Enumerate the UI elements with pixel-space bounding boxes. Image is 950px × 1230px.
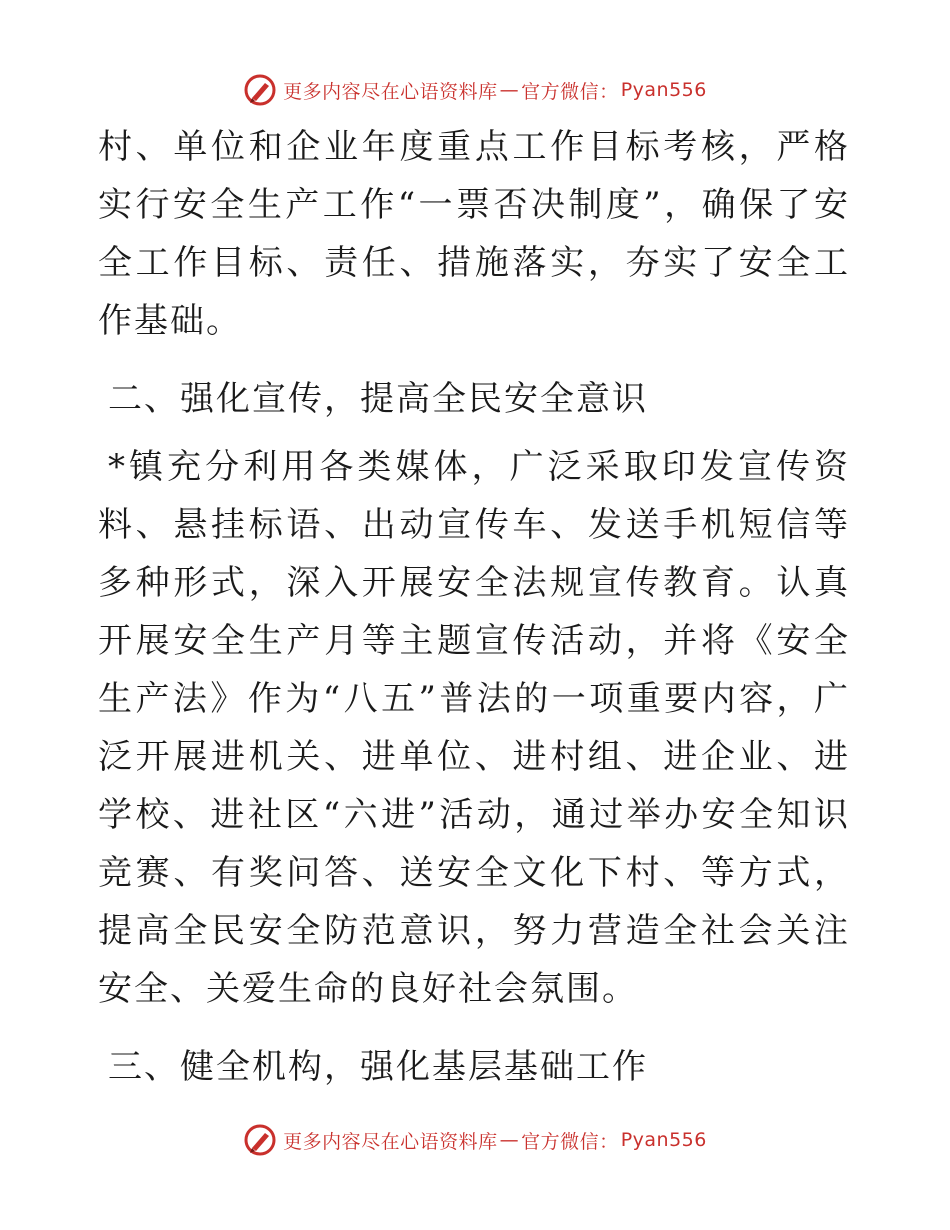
watermark-wechat-id: Pyan556 [620,1129,707,1151]
pen-logo-icon [243,73,277,107]
watermark-separator: — [499,1129,520,1151]
section-heading-2: 二、强化宣传，提高全民安全意识 [108,379,648,419]
watermark-label: 官方微信： [521,80,619,103]
paragraph-2: *镇充分利用各类媒体，广泛采取印发宣传资料、悬挂标语、出动宣传车、发送手机短信等多种形式，深入开展安全法规宣传教育。认真开展安全生产月等主题宣传活动，并将《安全生产法》作为“八五”普法的一项重要内容，广泛开展进机关、进单位、进村组、进企业、进学校、进社区“六进”活动，通过举办安全知识竞赛、有奖问答、送安全文化下村、等方式，提高全民安全防范意识，努力营造全社会关注安全、关爱生命的良好社会氛围。 [98,447,850,1009]
pen-logo-icon [243,1123,277,1157]
watermark-text: 更多内容尽在心语资料库 [283,1130,498,1153]
document-body [98,118,850,1106]
paragraph-1: 村、单位和企业年度重点工作目标考核，严格实行安全生产工作“一票否决制度”，确保了安全工作目标、责任、措施落实，夯实了安全工作基础。 [98,127,850,341]
section-heading-3: 三、健全机构，强化基层基础工作 [108,1047,648,1087]
watermark-separator: — [499,79,520,101]
watermark-wechat-id: Pyan556 [620,79,707,101]
header-watermark [0,70,950,110]
watermark-text: 更多内容尽在心语资料库 [283,80,498,103]
footer-watermark [0,1120,950,1160]
watermark-label: 官方微信： [521,1130,619,1153]
